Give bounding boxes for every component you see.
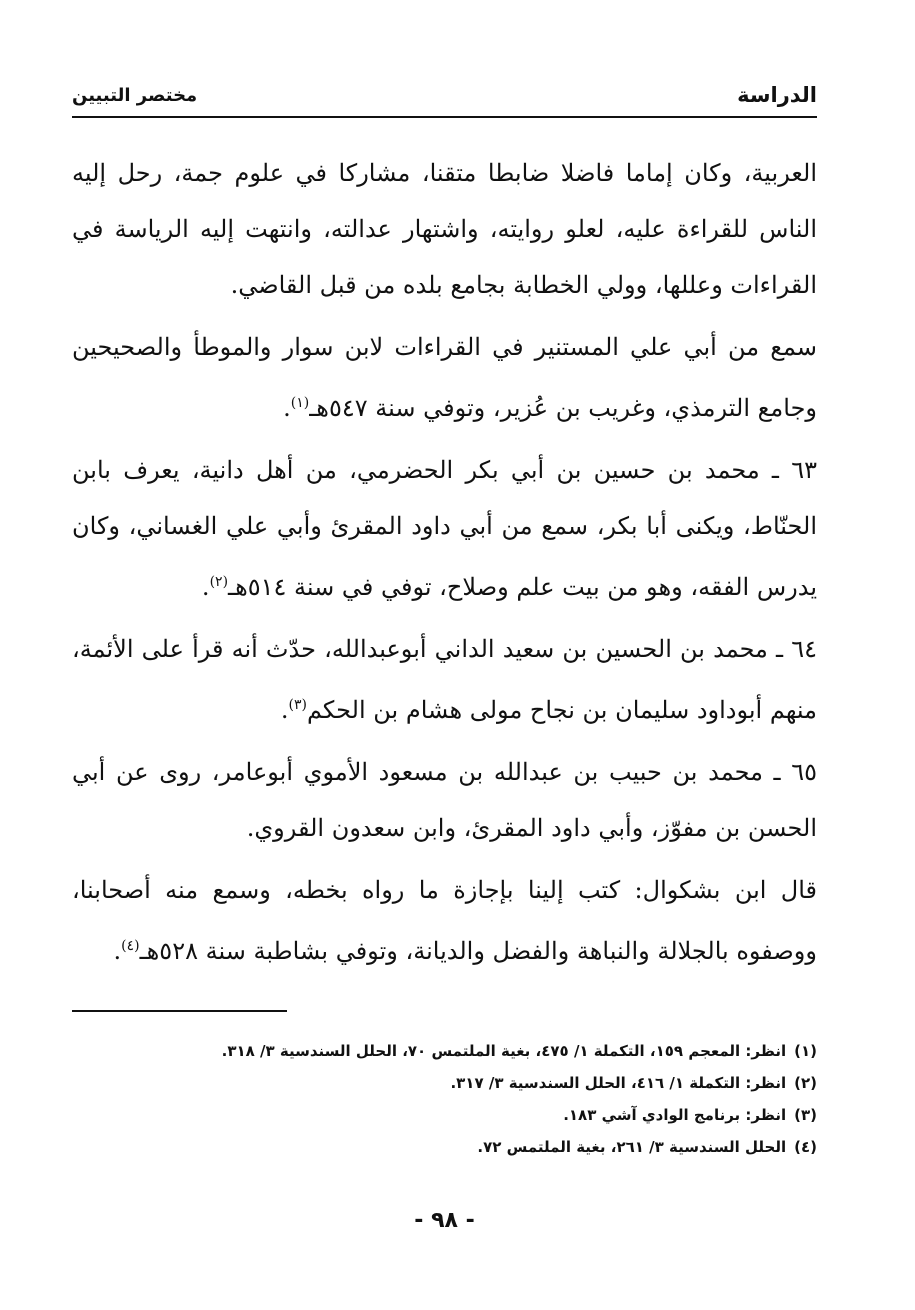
- paragraph: سمع من أبي علي المستنير في القراءات لابن سوار والموطأ والصحيحين وجامع الترمذي، وغريب بن عُزير، وتوفي سنة ٥٤٧هـ$^{(١)}$.: [72, 333, 817, 422]
- footnote-ref: (٣): [288, 697, 307, 713]
- paragraph: العربية، وكان إماما فاضلا ضابطا متقنا، مشاركا في علوم جمة، رحل إليه الناس للقراءة عليه، لعلو روايته، واشتهار عدالته، وانتهت إليه الرياسة في القراءات وعللها، وولي الخطابة بجامع بلده من قبل القاضي.: [72, 159, 817, 299]
- footnote-number: (٣): [794, 1106, 817, 1124]
- main-text: [72, 145, 817, 985]
- footnote-text: الحلل السندسية ٣/ ٢٦١، بغية الملتمس ٧٢.: [477, 1138, 787, 1156]
- paragraph: ٦٣ ـ محمد بن حسين بن أبي بكر الحضرمي، من أهل دانية، يعرف بابن الحنّاط، ويكنى أبا بكر، سمع من أبي داود المقرئ وأبي علي الغساني، وكان يدرس الفقه، وهو من بيت علم وصلاح، توفي في سنة ٥١٤هـ$^{(٢)}$.: [72, 456, 817, 601]
- page-number: - ٩٨ -: [414, 1208, 475, 1233]
- footnote: [72, 1067, 817, 1099]
- footnote: [72, 1099, 817, 1131]
- footnote-ref: (٢): [209, 574, 229, 590]
- section-title: الدراسة: [737, 83, 817, 107]
- footnotes: [72, 1035, 817, 1163]
- footnote-text: انظر: التكملة ١/ ٤١٦، الحلل السندسية ٣/ ٣١٧.: [450, 1074, 787, 1092]
- footnote-number: (١): [794, 1042, 817, 1060]
- footnote-number: (٤): [794, 1138, 817, 1156]
- footnote-ref: (١): [290, 395, 310, 411]
- page-header: [72, 82, 817, 118]
- footnote-number: (٢): [794, 1074, 817, 1092]
- paragraph: ٦٤ ـ محمد بن الحسين بن سعيد الداني أبوعبدالله، حدّث أنه قرأ على الأئمة، منهم أبوداود سليمان بن نجاح مولى هشام بن الحكم$^{(٣)}$.: [72, 635, 817, 724]
- footnote-ref: (٤): [121, 938, 140, 954]
- footnote-separator: [72, 1010, 287, 1012]
- footnote: [72, 1035, 817, 1067]
- footnote: [72, 1131, 817, 1163]
- paragraph: ٦٥ ـ محمد بن حبيب بن عبدالله بن مسعود الأموي أبوعامر، روى عن أبي الحسن بن مفوّز، وأبي داود المقرئ، وابن سعدون القروي.: [72, 758, 817, 842]
- footnote-text: انظر: برنامج الوادي آشي ١٨٣.: [563, 1106, 787, 1124]
- footnote-text: انظر: المعجم ١٥٩، التكملة ١/ ٤٧٥، بغية الملتمس ٧٠، الحلل السندسية ٣/ ٣١٨.: [221, 1042, 787, 1060]
- book-title: مختصر التبيين: [72, 84, 198, 106]
- book-page: [72, 0, 817, 1310]
- paragraph: قال ابن بشكوال: كتب إلينا بإجازة ما رواه بخطه، وسمع منه أصحابنا، ووصفوه بالجلالة والنباهة والفضل والديانة، وتوفي بشاطبة سنة ٥٢٨هـ$^{(٤)}$.: [72, 876, 817, 965]
